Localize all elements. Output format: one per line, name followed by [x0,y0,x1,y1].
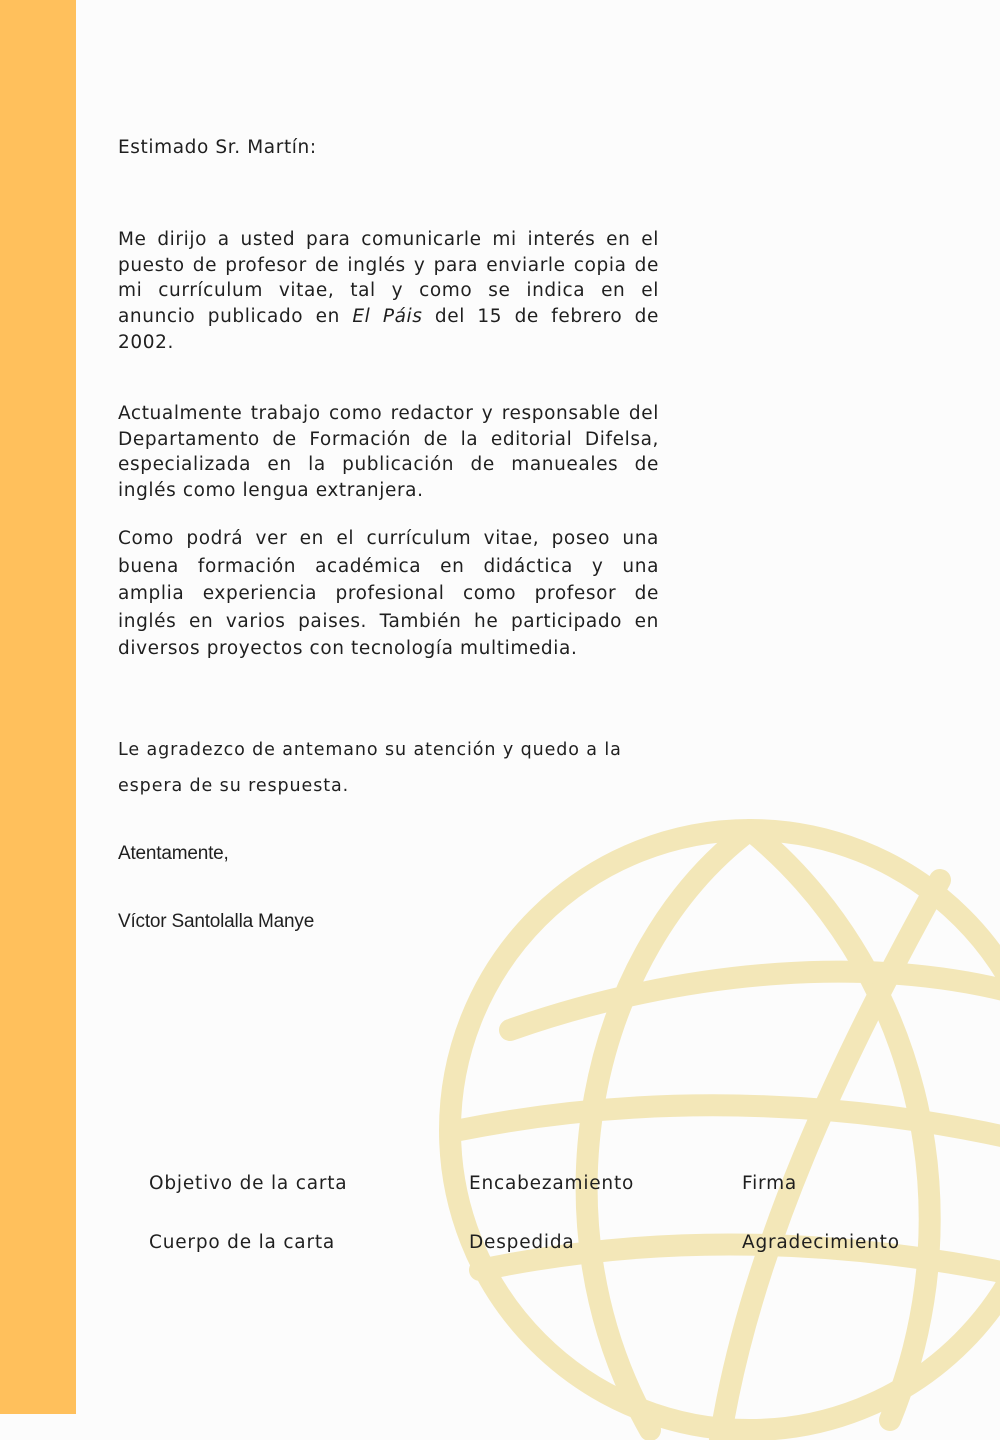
paragraph-thanks [118,732,678,804]
label-objective: Objetivo de la carta [149,1173,348,1194]
paragraph-line: Como podrá ver en el currículum vitae, poseo una [118,528,659,549]
label-thanks: Agradecimiento [742,1232,900,1253]
paragraph-line: mi currículum vitae, tal y como se indica en el [118,280,659,302]
paragraph-line: 2002. [118,331,174,353]
greeting: Estimado Sr. Martín: [118,137,317,158]
paragraph-experience [118,525,659,663]
paragraph-line: especializada en la publicación de manueales de [118,454,659,476]
paragraph-line: diversos proyectos con tecnología multimedia. [118,638,578,659]
globe-watermark-icon [420,800,1000,1440]
accent-side-bar [0,0,76,1414]
paragraph-line: Departamento de Formación de la editorial Difelsa, [118,428,659,450]
label-heading: Encabezamiento [469,1173,635,1194]
paragraph-line: Actualmente trabajo como redactor y responsable del [118,403,659,424]
paragraph-intro [118,227,659,356]
paragraph-text: del 15 de febrero de [422,306,659,328]
paragraph-text: anuncio publicado en [118,306,353,328]
label-body: Cuerpo de la carta [149,1232,336,1253]
paragraph-line: Le agradezco de antemano su atención y quedo a la [118,740,622,760]
signature-name: Víctor Santolalla Manye [118,911,315,932]
paragraph-line: inglés como lengua extranjera. [118,480,424,502]
paragraph-line [118,304,659,330]
paragraph-line: espera de su respuesta. [118,776,350,796]
newspaper-name: El Páis [352,306,423,328]
paragraph-line: buena formación académica en didáctica y una [118,555,659,577]
paragraph-line: Me dirijo a usted para comunicarle mi interés en el [118,229,659,250]
paragraph-line: inglés en varios paises. También he participado en [118,610,659,632]
paragraph-line: puesto de profesor de inglés y para enviarle copia de [118,254,659,276]
label-farewell: Despedida [469,1232,575,1253]
closing: Atentamente, [118,843,229,864]
label-signature: Firma [742,1173,798,1194]
paragraph-line: amplia experiencia profesional como profesor de [118,583,659,604]
paragraph-current-job [118,401,659,504]
